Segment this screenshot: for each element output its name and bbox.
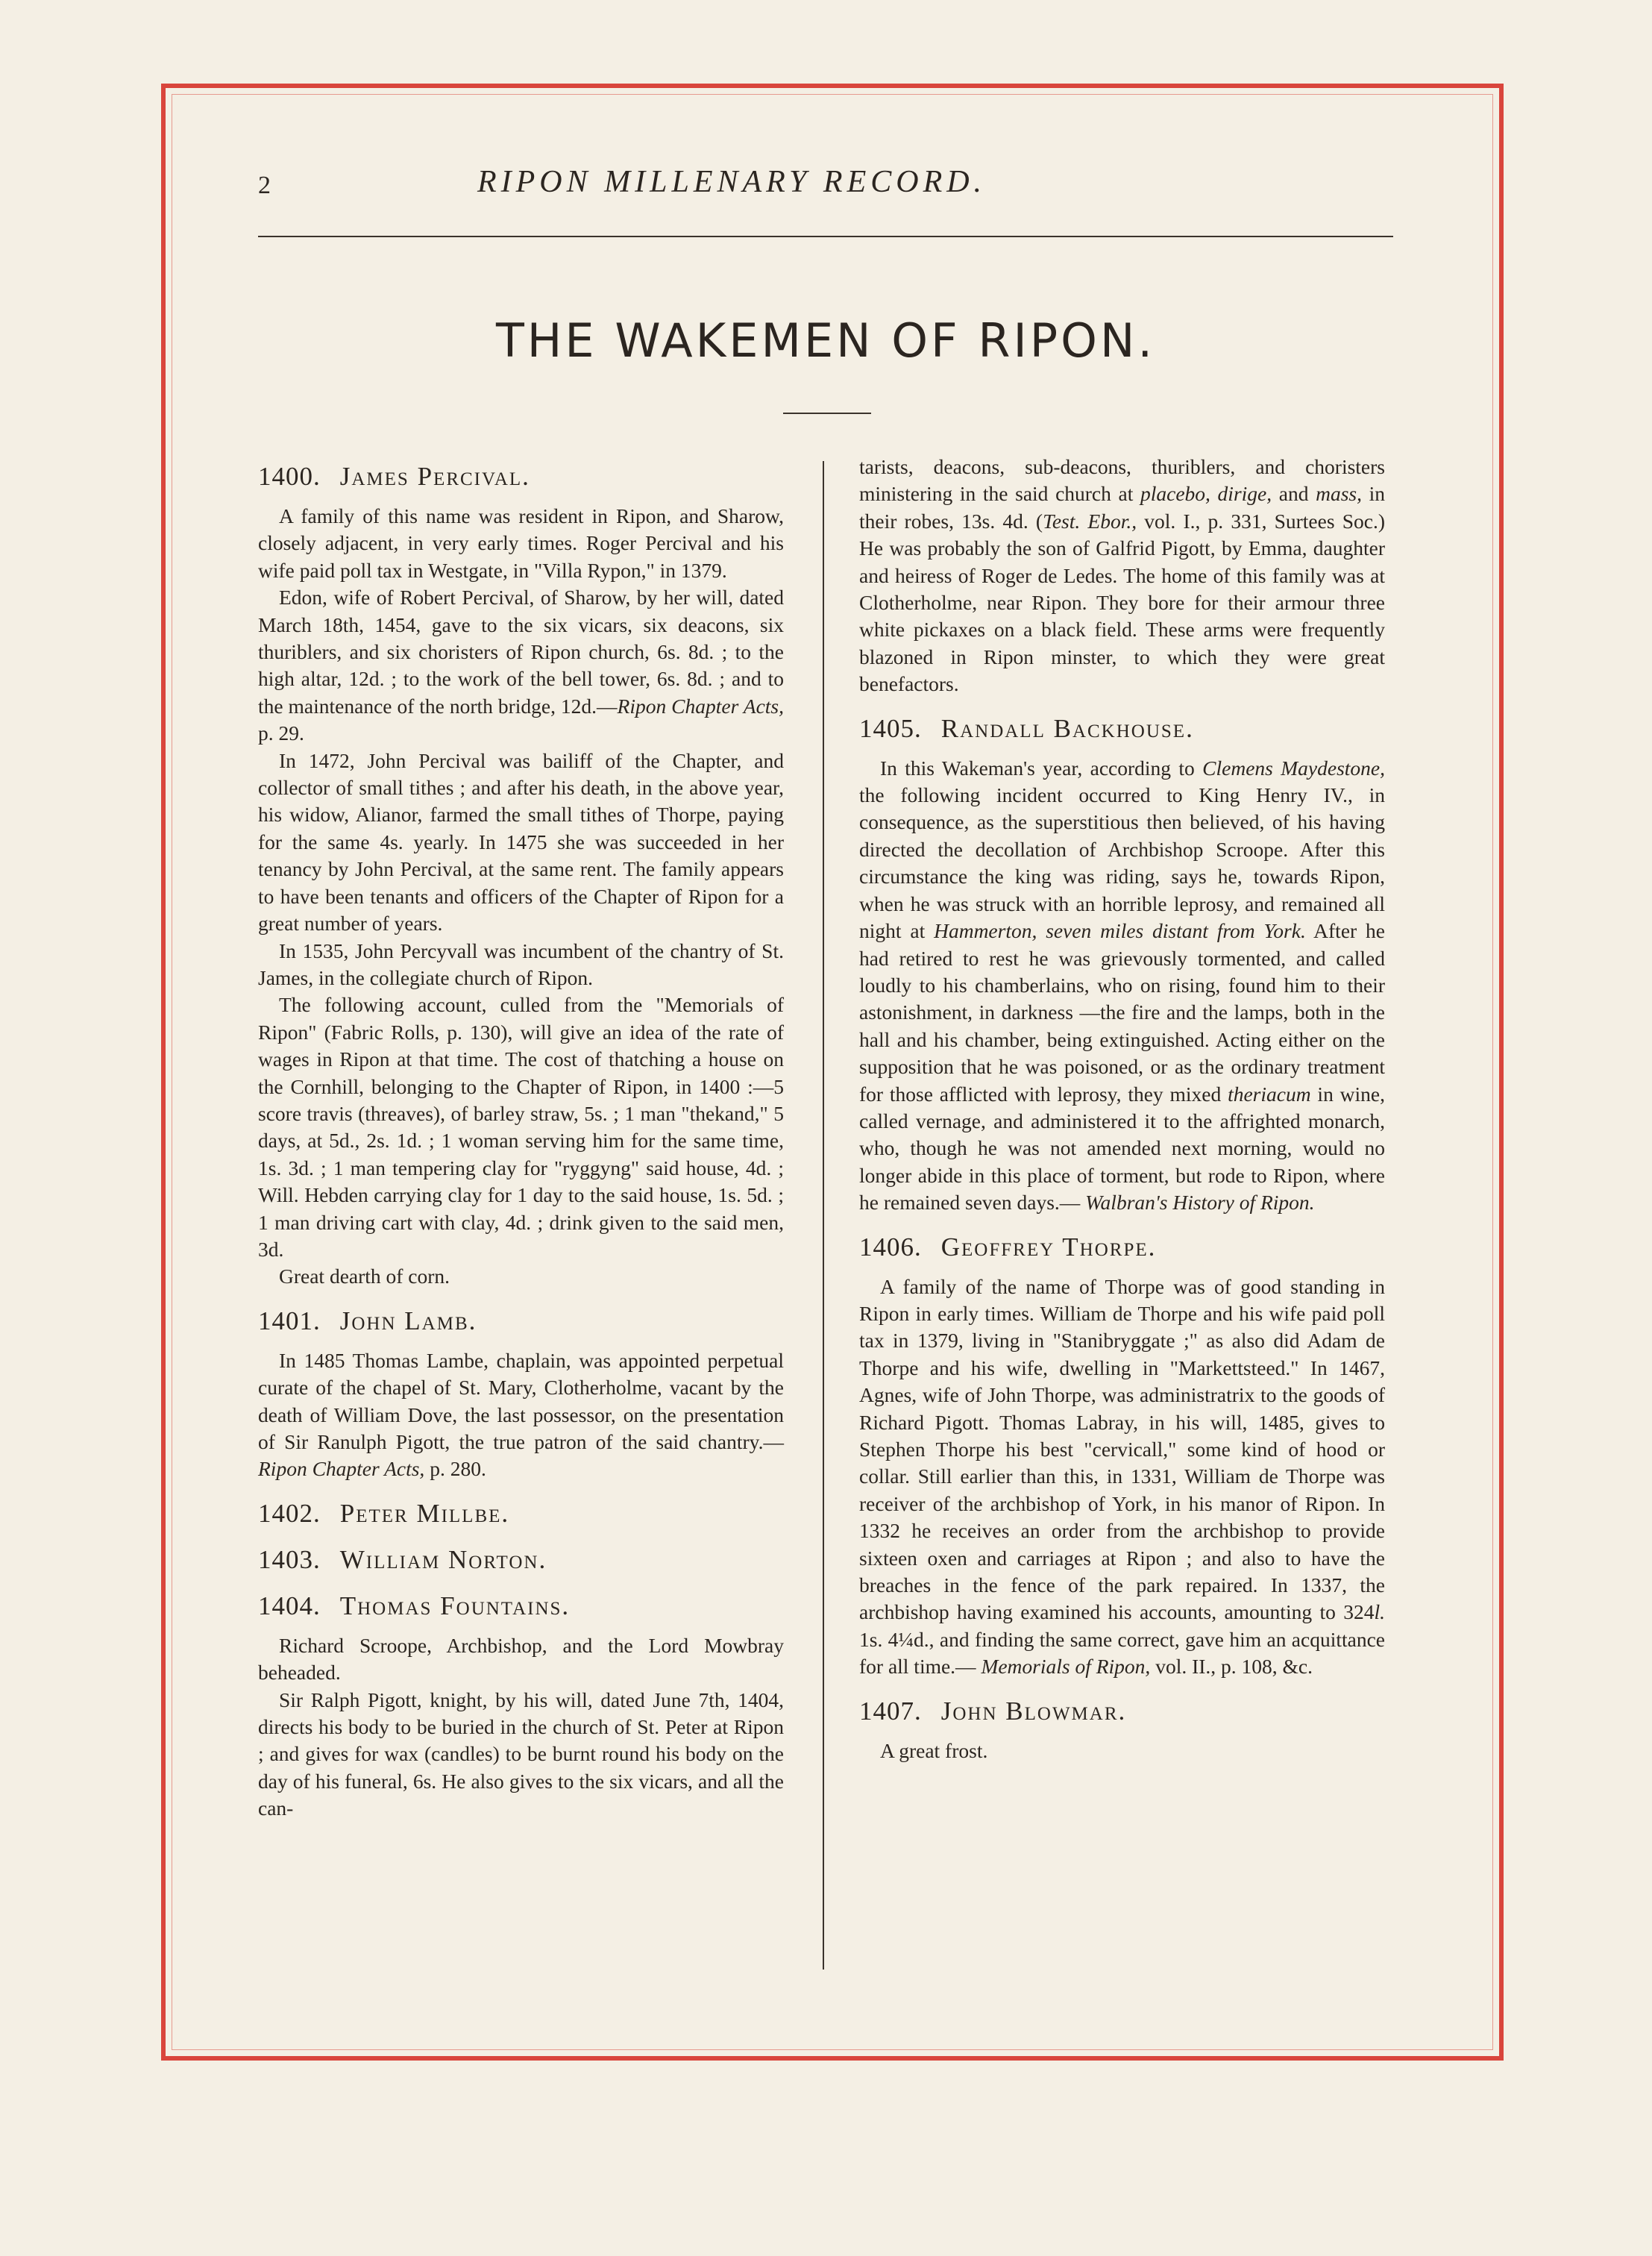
paragraph-text: 1s. 4¼d., and finding the same correct, gave him an acquittance for all time.— [859,1627,1385,1679]
entry-year: 1400. [258,462,321,491]
right-column [859,454,1385,1764]
paragraph: In 1472, John Percival was bailiff of the Chapter, and collector of small tithes ; and after his death, in the above year, his widow, Alianor, farmed the small tithes of Thorpe, paying for the same 4s. yearly. In 1475 she was succeeded in her tenancy by John Percival, at the same rent. The family appears to have been tenants and officers of the Chapter of Ripon for a great number of years. [258,748,784,936]
entry-heading-1404 [258,1591,784,1622]
page-number: 2 [258,172,271,199]
paragraph-text: in wine, called vernage, and administered it to the affrighted monarch, who, though he was not amended next morning, would no longer abide in this place of torment, but rode to Ripon, where he remained seven days.— [859,1082,1385,1215]
citation: Walbran's History of Ripon. [1085,1191,1315,1215]
citation: Clemens Maydestone, [1202,756,1385,780]
paragraph-text: After he had retired to rest he was grievously tormented, and called loudly to his chamberlains, who on rising, found him to their astonishment, in darkness —the fire and the lamps, both in the hall and his chamber, being extinguished. Acting either on the supposition that he was poisoned, or as the ordinary treatment for those afflicted with leprosy, they mixed [859,919,1385,1106]
entry-heading-1407 [859,1696,1385,1727]
italic-phrase: placebo, dirige, [1140,482,1272,506]
running-title: RIPON MILLENARY RECORD. [477,165,987,199]
paragraph [859,1273,1385,1681]
paragraph: A great frost. [880,1738,988,1762]
entry-name: James Percival. [339,462,530,491]
entry-year: 1404. [258,1591,321,1620]
entry-year: 1407. [859,1696,922,1726]
entry-heading-1403 [258,1544,784,1576]
paragraph-text: the following incident occurred to King Henry IV., in consequence, as the superstitious then believed, of his having directed the decollation of Archbishop Scroope. After this circumstance the king was riding, says he, towards Ripon, when he was struck with an horrible leprosy, and remained all night at [859,783,1385,943]
paragraph-text: vol. I., p. 331, Surtees Soc.) He was probably the son of Galfrid Pigott, by Emma, daughter and heiress of Roger de Ledes. The home of this family was at Clotherholme, near Ripon. They bore for their armour three white pickaxes on a black field. These arms were frequently blazoned in Ripon minster, to which they were great benefactors. [859,509,1385,696]
left-column [258,455,784,1823]
citation: Test. Ebor., [1043,509,1137,533]
entry-name: Peter Millbe. [339,1498,510,1528]
paragraph-text: p. 29. [258,721,304,745]
title-rule [783,413,871,414]
paragraph [258,1347,784,1483]
entry-heading-1405 [859,713,1385,745]
paragraph [859,755,1385,1217]
paragraph: A family of this name was resident in Ripon, and Sharow, closely adjacent, in very early times. Roger Percival and his wife paid poll tax in Westgate, in "Villa Rypon," in 1379. [258,504,784,582]
paragraph-text: In 1485 Thomas Lambe, chaplain, was appointed perpetual curate of the chapel of St. Mary, Clotherholme, vacant by the death of William Dove, the last possessor, on the presentation of Sir Ranulph Pigott, the true patron of the said chantry.— [258,1348,784,1453]
entry-name: Thomas Fountains. [339,1591,571,1620]
paragraph: In 1535, John Percyvall was incumbent of the chantry of St. James, in the collegiate church of Ripon. [258,939,784,989]
citation: Ripon Chapter Acts, [258,1457,425,1481]
paragraph: The following account, culled from the "Memorials of Ripon" (Fabric Rolls, p. 130), will give an idea of the rate of wages in Ripon at that time. The cost of thatching a house on the Cornhill, belonging to the Chapter of Ripon, in 1400 :—5 score travis (threaves), of barley straw, 5s. ; 1 man "thekand," 5 days, at 5d., 2s. 1d. ; 1 woman serving him for the same time, 1s. 3d. ; 1 man tempering clay for "ryggyng" said house, 4d. ; Will. Hebden carrying clay for 1 day to the said house, 1s. 5d. ; 1 man driving cart with clay, 4d. ; drink given to the said men, 3d. [258,993,784,1261]
italic-phrase: theriacum [1228,1082,1311,1106]
paragraph-text: Edon, wife of Robert Percival, of Sharow, by her will, dated March 18th, 1454, gave to the six vicars, six deacons, six thuriblers, and six choristers of Ripon church, 6s. 8d. ; to the high altar, 12d. ; to the work of the bell tower, 6s. 8d. ; and to the maintenance of the north bridge, 12d.— [258,586,784,718]
entry-year: 1405. [859,713,922,743]
paragraph-text: p. 280. [424,1457,486,1481]
entry-year: 1406. [859,1232,922,1262]
italic-phrase: l. [1374,1600,1385,1624]
italic-phrase: Hammerton, seven miles distant from York. [934,919,1306,943]
entry-year: 1403. [258,1544,321,1574]
paragraph: Great dearth of corn. [279,1265,450,1288]
page-title: THE WAKEMEN OF RIPON. [495,313,1156,368]
entry-name: Geoffrey Thorpe. [940,1232,1157,1262]
paragraph-text: and [1272,482,1316,506]
entry-heading-1400 [258,461,784,492]
paragraph-text: in their robes, 13s. 4d. ( [859,482,1386,533]
citation: Ripon Chapter Acts, [617,694,784,718]
entry-name: John Lamb. [339,1306,477,1335]
entry-name: William Norton. [339,1544,547,1574]
column-divider [823,461,824,1970]
paragraph: Richard Scroope, Archbishop, and the Lord Mowbray beheaded. [258,1633,784,1685]
entry-year: 1401. [258,1306,321,1335]
entry-name: Randall Backhouse. [940,713,1194,743]
citation: Memorials of Ripon, [981,1655,1151,1679]
paragraph-text: A family of the name of Thorpe was of good standing in Ripon in early times. William de Thorpe and his wife paid poll tax in 1379, living in "Stanibryggate ;" as also did Adam de Thorpe and his wife, dwelling in "Markettsteed." In 1467, Agnes, wife of John Thorpe, was administratrix to the goods of Richard Pigott. Thomas Labray, in his will, 1485, gives to Stephen Thorpe his best "cervicall," some kind of hood or collar. Still earlier than this, in 1331, William de Thorpe was receiver of the archbishop of York, in his manor of Ripon. In 1332 he receives an order from the archbishop to provide sixteen oxen and carriages at Ripon ; and also to have the breaches in the fence of the park repaired. In 1337, the archbishop having examined his accounts, amounting to 324 [859,1274,1385,1624]
paragraph-text: vol. II., p. 108, &c. [1150,1655,1313,1679]
paragraph-text: In this Wakeman's year, according to [880,756,1203,780]
paragraph [859,454,1385,698]
entry-heading-1402 [258,1498,784,1529]
header-rule [258,236,1393,237]
entry-year: 1402. [258,1498,321,1528]
entry-heading-1406 [859,1232,1385,1263]
paragraph-text: tarists, deacons, sub-deacons, thuriblers, and choristers ministering in the said church at [859,455,1385,506]
entry-name: John Blowmar. [940,1696,1127,1726]
entry-heading-1401 [258,1306,784,1337]
paragraph: Sir Ralph Pigott, knight, by his will, dated June 7th, 1404, directs his body to be buried in the church of St. Peter at Ripon ; and gives for wax (candles) to be burnt round his body on the day of his funeral, 6s. He also gives to the six vicars, and all the can- [258,1688,784,1820]
paragraph [258,584,784,747]
italic-phrase: mass, [1316,482,1362,506]
